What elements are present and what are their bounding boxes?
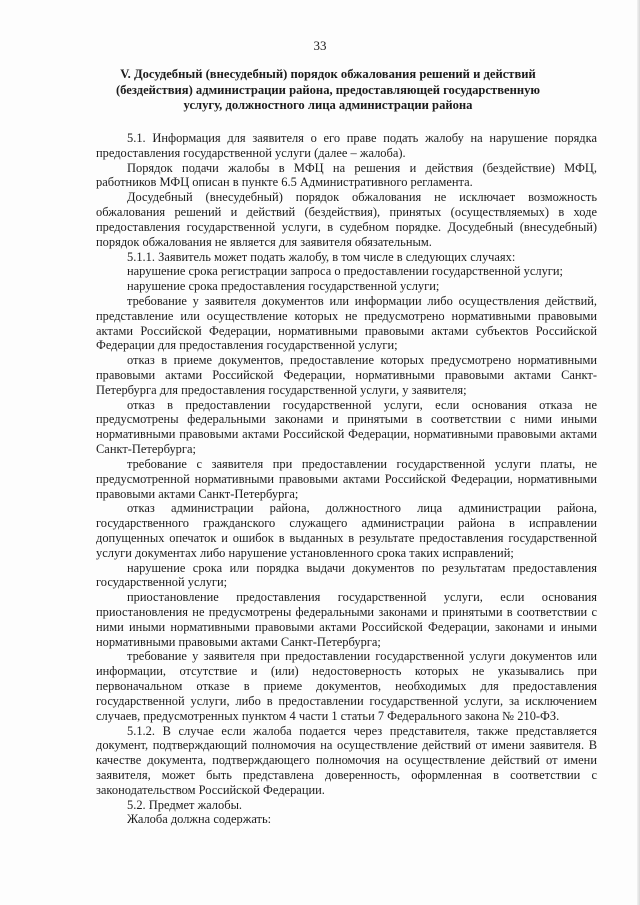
paragraph-5-1-2: 5.1.2. В случае если жалоба подается через представителя, также представляется документ, подтверждающий полномочия на осуществление действий от имени заявителя. В качестве документа, подтверждающего полномочия на осуществление действий от имени заявителя, может быть представлена доверенность, оформленная в соответствии с законодательством Российской Федерации. xyxy=(96,723,597,797)
page-number: 33 xyxy=(313,38,327,53)
case-item: требование с заявителя при предоставлении государственной услуги платы, не предусмотренной нормативными правовыми актами Российской Федерации, нормативными правовыми актами Санкт-Петербурга; xyxy=(96,456,597,501)
paragraph-5-2: 5.2. Предмет жалобы. xyxy=(127,797,243,812)
paragraph-complaint-contents: Жалоба должна содержать: xyxy=(127,812,272,827)
case-item: отказ в предоставлении государственной услуги, если основания отказа не предусмотрены федеральными законами и принятыми в соответствии с ними иными нормативными правовыми актами Российской Федерации, нормативными правовыми актами Санкт-Петербурга; xyxy=(96,397,597,457)
case-item: нарушение срока регистрации запроса о предоставлении государственной услуги; xyxy=(127,264,564,279)
paragraph-5-1-1: 5.1.1. Заявитель может подать жалобу, в том числе в следующих случаях: xyxy=(127,249,516,264)
case-item: приостановление предоставления государственной услуги, если основания приостановления не предусмотрены федеральными законами и принятыми в соответствии с ними иными нормативными правовыми актами Российской Федерации, законами и иными нормативными правовыми актами Санкт-Петербурга; xyxy=(96,590,597,649)
section-heading: V. Досудебный (внесудебный) порядок обжалования решений и действий (бездействия) администрации района, предоставляющей государственную услугу, должностного лица администрации района xyxy=(115,67,541,112)
case-item: требование у заявителя при предоставлении государственной услуги документов или информации, отсутствие и (или) недостоверность которых не указывались при первоначальном отказе в приеме документов, необходимых для предоставления государственной услуги, либо в предоставлении государственной услуги, за исключением случаев, предусмотренных пунктом 4 части 1 статьи 7 Федерального закона № 210-ФЗ. xyxy=(96,649,597,723)
case-item: нарушение срока предоставления государственной услуги; xyxy=(127,279,440,294)
paragraph-mfc-complaint-order: Порядок подачи жалобы в МФЦ на решения и действия (бездействие) МФЦ, работников МФЦ описан в пункте 6.5 Административного регламента. xyxy=(96,160,597,190)
paragraph-5-1: 5.1. Информация для заявителя о его праве подать жалобу на нарушение порядка предоставления государственной услуги (далее – жалоба). xyxy=(96,131,597,160)
case-item: требование у заявителя документов или информации либо осуществления действий, представление или осуществление которых не предусмотрено нормативными правовыми актами Российской Федерации, нормативными правовыми актами субъектов Российской Федерации для предоставления государственной услуги; xyxy=(96,293,597,353)
paragraph-pretrial-order: Досудебный (внесудебный) порядок обжалования не исключает возможность обжалования решений и действий (бездействия), принятых (осуществляемых) в ходе предоставления государственной услуги, в судебном порядке. Досудебный (внесудебный) порядок обжалования не является для заявителя обязательным. xyxy=(96,190,597,249)
case-item: отказ в приеме документов, предоставление которых предусмотрено нормативными правовыми актами Российской Федерации, нормативными правовыми актами Санкт-Петербурга для предоставления государственной услуги, у заявителя; xyxy=(96,353,597,397)
body-text xyxy=(96,131,597,827)
case-item: отказ администрации района, должностного лица администрации района, государственного гражданского служащего администрации района в исправлении допущенных опечаток и ошибок в выданных в результате предоставления государственной услуги документах либо нарушение установленного срока таких исправлений; xyxy=(96,501,597,560)
case-item: нарушение срока или порядка выдачи документов по результатам предоставления государственной услуги; xyxy=(96,560,597,590)
